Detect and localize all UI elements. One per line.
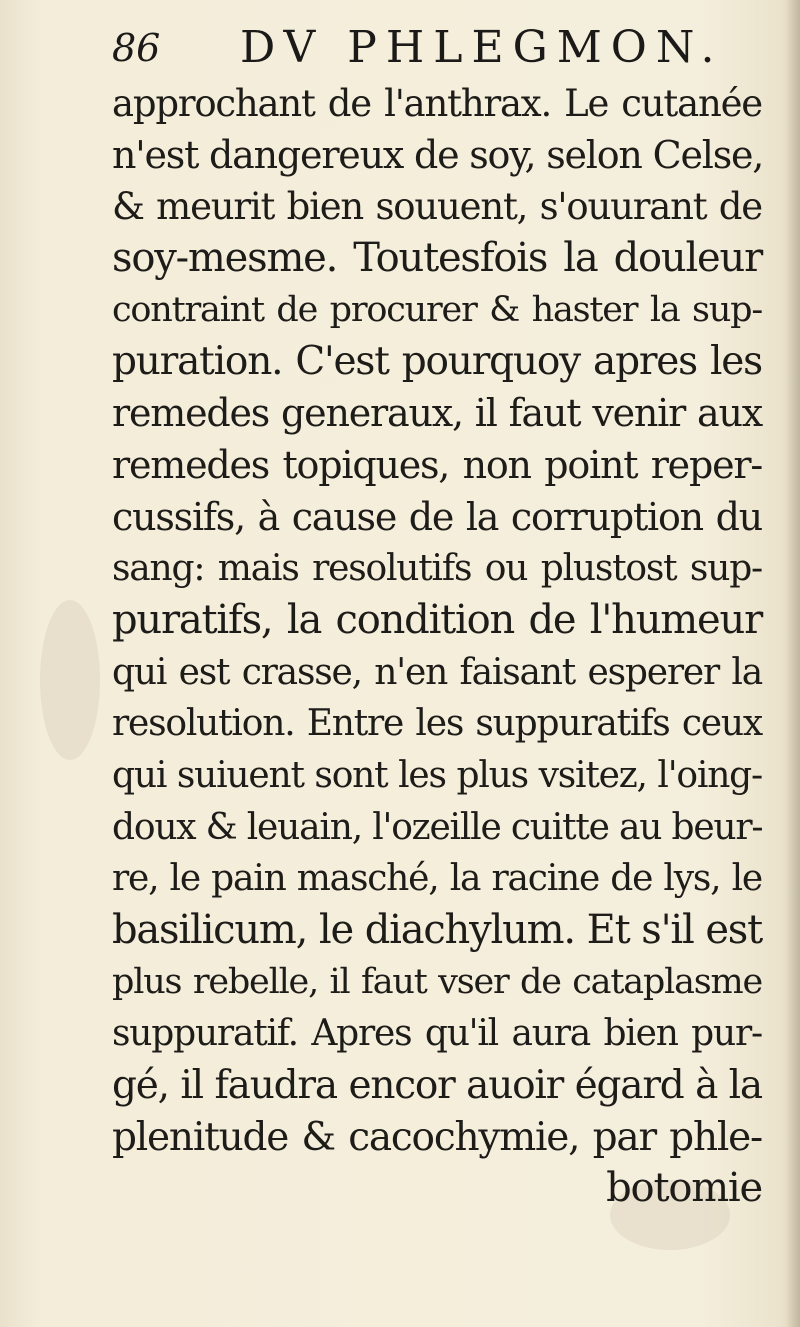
text-line: puratifs, la condition de l'humeur	[112, 596, 762, 643]
text-line: soy-mesme. Toutesfois la douleur	[112, 235, 762, 282]
text-line: suppuratif. Apres qu'il aura bien pur-	[112, 1013, 762, 1055]
text-line: gé, il faudra encor auoir égard à la	[112, 1063, 762, 1109]
page-number: 86	[112, 26, 161, 70]
text-line: plenitude & cacochymie, par phle-	[112, 1114, 762, 1160]
text-line: resolution. Entre les suppuratifs ceux	[112, 703, 762, 745]
body-text	[112, 78, 772, 1215]
text-line: approchant de l'anthrax. Le cutanée	[112, 82, 762, 125]
text-line: re, le pain masché, la racine de lys, le	[112, 858, 762, 900]
text-line: remedes topiques, non point reper-	[112, 442, 762, 487]
paper-stain	[40, 600, 100, 760]
text-line: sang: mais resolutifs ou plustost sup-	[112, 548, 762, 590]
text-line: plus rebelle, il faut vser de cataplasme	[112, 961, 762, 1002]
text-line: qui suiuent sont les plus vsitez, l'oing-	[112, 754, 762, 796]
text-line: puration. C'est pourquoy apres les	[112, 339, 762, 385]
text-line: contraint de procurer & haster la sup-	[112, 289, 762, 330]
text-line: basilicum, le diachylum. Et s'il est	[112, 907, 762, 953]
text-line: & meurit bien souuent, s'ouurant de	[112, 185, 762, 229]
text-line: qui est crasse, n'en faisant esperer la	[112, 651, 762, 693]
text-line: remedes generaux, il faut venir aux	[112, 391, 762, 436]
page-header	[112, 22, 724, 82]
text-line: cussifs, à cause de la corruption du	[112, 494, 762, 539]
catchword: botomie	[606, 1165, 762, 1212]
text-line: n'est dangereux de soy, selon Celse,	[112, 132, 764, 177]
text-line: doux & leuain, l'ozeille cuitte au beur-	[112, 806, 763, 848]
page-edge-shadow	[786, 0, 800, 1327]
running-title: DV PHLEGMON.	[240, 22, 724, 73]
